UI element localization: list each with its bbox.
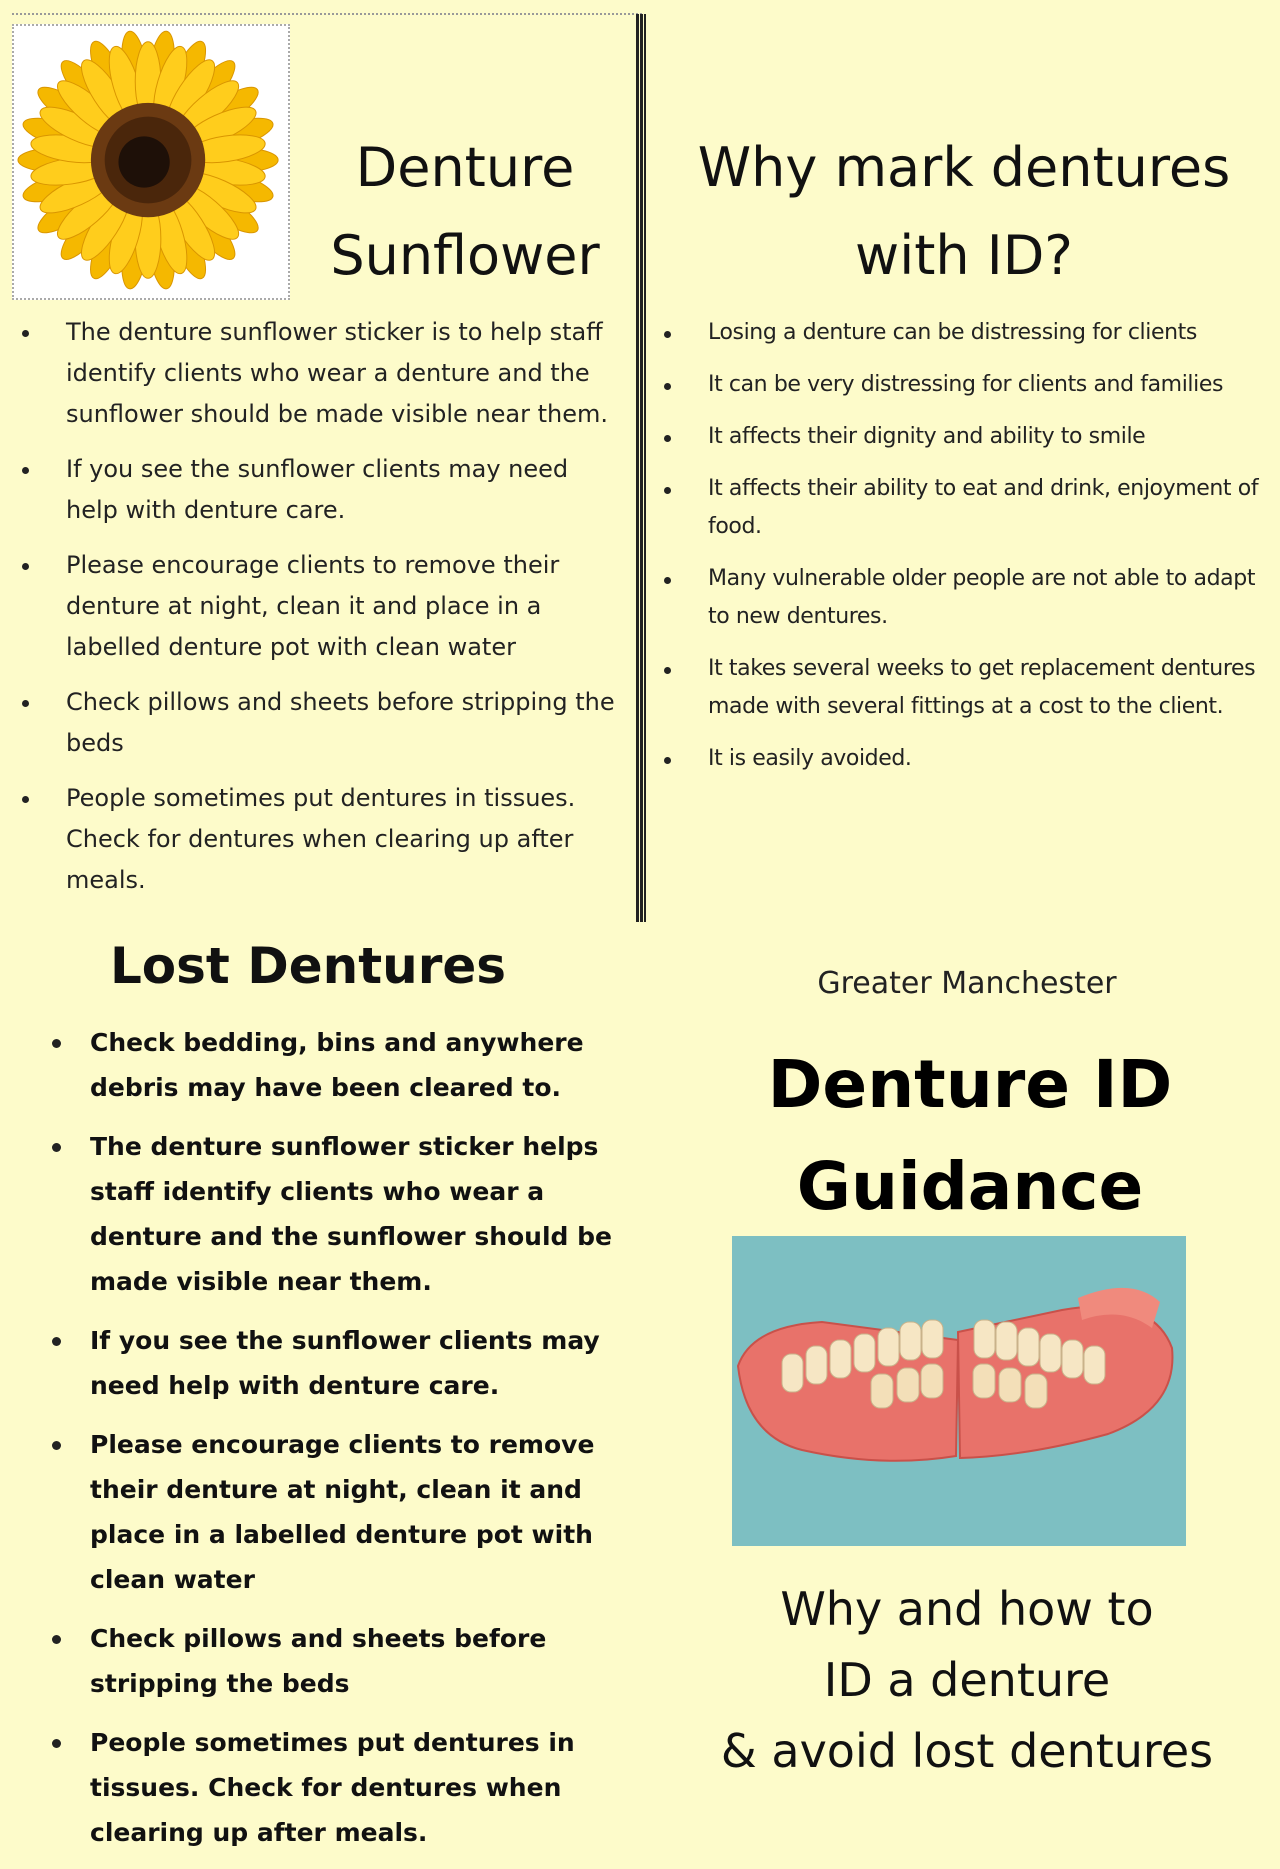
denture-photo bbox=[732, 1236, 1186, 1546]
panel-why-mark-dentures bbox=[648, 0, 1280, 922]
panel-title bbox=[648, 124, 1280, 300]
title-line: with ID? bbox=[855, 224, 1073, 287]
title-line: Denture bbox=[355, 136, 575, 199]
list-item: Many vulnerable older people are not able to adapt to new dentures. bbox=[662, 560, 1274, 636]
title-line: Why mark dentures bbox=[697, 136, 1231, 199]
list-item: Check pillows and sheets before stripping the beds bbox=[52, 1616, 632, 1706]
list-item: If you see the sunflower clients may need help with denture care. bbox=[20, 449, 620, 531]
list-item: It is easily avoided. bbox=[662, 740, 1274, 778]
title-line: Guidance bbox=[796, 1148, 1144, 1225]
list-item: It takes several weeks to get replacement dentures made with several fittings at a cost to the client. bbox=[662, 650, 1274, 726]
tagline-line: ID a denture bbox=[823, 1653, 1111, 1707]
bullet-list bbox=[52, 1020, 632, 1869]
list-item: Losing a denture can be distressing for clients bbox=[662, 314, 1274, 352]
panel-denture-sunflower bbox=[0, 0, 636, 922]
list-item: Please encourage clients to remove their denture at night, clean it and place in a labelled denture pot with clean water bbox=[52, 1422, 632, 1602]
list-item: If you see the sunflower clients may need help with denture care. bbox=[52, 1318, 632, 1408]
list-item: It can be very distressing for clients and families bbox=[662, 366, 1274, 404]
bullet-list bbox=[20, 312, 620, 915]
sunflower-icon bbox=[12, 24, 290, 300]
list-item: The denture sunflower sticker helps staff identify clients who wear a denture and the sunflower should be made visible near them. bbox=[52, 1124, 632, 1304]
tagline-line: & avoid lost dentures bbox=[720, 1724, 1214, 1778]
tagline-line: Why and how to bbox=[780, 1582, 1154, 1636]
list-item: Check pillows and sheets before stripping the beds bbox=[20, 682, 620, 764]
panel-cover bbox=[640, 922, 1280, 1844]
list-item: It affects their dignity and ability to smile bbox=[662, 418, 1274, 456]
list-item: People sometimes put dentures in tissues. Check for dentures when clearing up after meals. bbox=[52, 1720, 632, 1855]
panel-title bbox=[300, 124, 630, 300]
tagline bbox=[640, 1574, 1280, 1787]
list-item: The denture sunflower sticker is to help staff identify clients who wear a denture and the sunflower should be made visible near them. bbox=[20, 312, 620, 435]
list-item: Please encourage clients to remove their denture at night, clean it and place in a labelled denture pot with clean water bbox=[20, 545, 620, 668]
column-divider bbox=[636, 14, 646, 922]
list-item: Check bedding, bins and anywhere debris may have been cleared to. bbox=[52, 1020, 632, 1110]
list-item: People sometimes put dentures in tissues. Check for dentures when clearing up after meals. bbox=[20, 778, 620, 901]
cover-title bbox=[640, 1034, 1280, 1238]
title-line: Sunflower bbox=[330, 224, 600, 287]
panel-title: Lost Dentures bbox=[109, 937, 507, 995]
panel-lost-dentures bbox=[0, 922, 640, 1847]
list-item: It affects their ability to eat and drink, enjoyment of food. bbox=[662, 470, 1274, 546]
title-line: Denture ID bbox=[767, 1046, 1173, 1123]
region-label: Greater Manchester bbox=[817, 966, 1117, 1001]
bullet-list bbox=[662, 314, 1274, 792]
